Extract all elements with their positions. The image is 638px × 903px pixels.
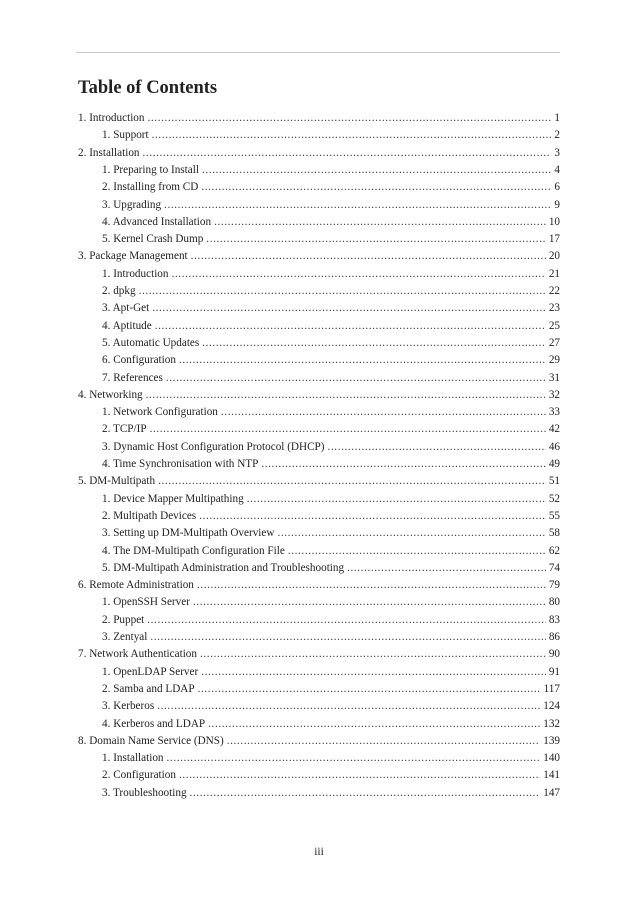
toc-entry-page: 9	[554, 198, 560, 211]
dot-leader	[193, 594, 546, 611]
dot-leader	[166, 370, 546, 387]
toc-entry-label: 2. Installing from CD	[102, 181, 199, 194]
toc-subsection-entry[interactable]	[102, 664, 560, 681]
dot-leader	[201, 179, 551, 196]
dot-leader	[214, 214, 546, 231]
dot-leader	[227, 733, 541, 750]
toc-entry-page: 147	[543, 786, 560, 799]
dot-leader	[167, 750, 541, 767]
toc-entry-page: 10	[548, 215, 560, 228]
toc-entry-page: 51	[548, 475, 560, 488]
dot-leader	[190, 785, 541, 802]
toc-subsection-entry[interactable]	[102, 629, 560, 646]
toc-subsection-entry[interactable]	[102, 283, 560, 300]
toc-entry-label: 1. Network Configuration	[102, 406, 218, 419]
toc-subsection-entry[interactable]	[102, 491, 560, 508]
toc-entry-label: 3. Upgrading	[102, 198, 162, 211]
dot-leader	[155, 318, 546, 335]
toc-subsection-entry[interactable]	[102, 456, 560, 473]
dot-leader	[277, 525, 545, 542]
toc-entry-page: 29	[548, 354, 560, 367]
toc-entry-label: 3. Kerberos	[102, 700, 155, 713]
dot-leader	[150, 421, 546, 438]
toc-entry-label: 1. Preparing to Install	[102, 163, 199, 176]
dot-leader	[288, 543, 546, 560]
dot-leader	[158, 473, 546, 490]
toc-entry-label: 2. Multipath Devices	[102, 509, 197, 522]
dot-leader	[179, 352, 546, 369]
toc-subsection-entry[interactable]	[102, 318, 560, 335]
dot-leader	[139, 283, 546, 300]
dot-leader	[261, 456, 545, 473]
toc-entry-page: 58	[548, 527, 560, 540]
toc-entry-label: 1. Device Mapper Multipathing	[102, 492, 244, 505]
toc-entry-label: 5. Automatic Updates	[102, 336, 200, 349]
toc-subsection-entry[interactable]	[102, 560, 560, 577]
dot-leader	[328, 439, 546, 456]
toc-subsection-entry[interactable]	[102, 266, 560, 283]
toc-subsection-entry[interactable]	[102, 750, 560, 767]
toc-entry-page: 91	[548, 665, 560, 678]
toc-subsection-entry[interactable]	[102, 543, 560, 560]
toc-entry-label: 6. Configuration	[102, 354, 176, 367]
toc-entry-label: 1. Introduction	[78, 112, 145, 124]
toc-entry-page: 55	[548, 509, 560, 522]
toc-subsection-entry[interactable]	[102, 300, 560, 317]
dot-leader	[152, 300, 546, 317]
toc-entry-page: 46	[548, 440, 560, 453]
toc-subsection-entry[interactable]	[102, 370, 560, 387]
dot-leader	[201, 664, 546, 681]
toc-subsection-entry[interactable]	[102, 162, 560, 179]
dot-leader	[143, 145, 552, 162]
toc-entry-label: 3. Package Management	[78, 250, 188, 263]
toc-subsection-entry[interactable]	[102, 439, 560, 456]
toc-entry-page: 22	[548, 285, 560, 297]
toc-entry-page: 4	[554, 163, 560, 176]
dot-leader	[147, 612, 546, 629]
toc-entry-page: 49	[548, 458, 560, 470]
toc-chapter-entry[interactable]	[78, 110, 560, 127]
toc-subsection-entry[interactable]	[102, 525, 560, 542]
toc-chapter-entry[interactable]	[78, 577, 560, 594]
toc-chapter-entry[interactable]	[78, 387, 560, 404]
toc-entry-page: 140	[543, 752, 560, 765]
toc-entry-label: 4. The DM-Multipath Configuration File	[102, 544, 285, 557]
toc-entry-label: 2. Configuration	[102, 769, 176, 782]
dot-leader	[157, 698, 540, 715]
toc-entry-page: 23	[548, 302, 560, 315]
toc-entry-label: 1. Support	[102, 129, 149, 142]
toc-entry-label: 6. Remote Administration	[78, 579, 194, 592]
toc-subsection-entry[interactable]	[102, 404, 560, 421]
page-number: iii	[314, 846, 324, 858]
toc-entry-label: 2. TCP/IP	[102, 423, 147, 436]
toc-entry-label: 4. Networking	[78, 388, 143, 401]
toc-subsection-entry[interactable]	[102, 231, 560, 248]
toc-entry-page: 52	[548, 492, 560, 505]
toc-subsection-entry[interactable]	[102, 335, 560, 352]
page-title: Table of Contents	[78, 78, 218, 98]
toc-subsection-entry[interactable]	[102, 698, 560, 715]
dot-leader	[179, 767, 540, 784]
dot-leader	[347, 560, 546, 577]
toc-entry-page: 17	[548, 233, 560, 246]
toc-entry-label: 1. OpenLDAP Server	[102, 665, 199, 678]
toc-entry-page: 83	[548, 613, 560, 626]
toc-entry-page: 74	[548, 561, 560, 574]
toc-entry-page: 86	[548, 631, 560, 643]
dot-leader	[164, 197, 551, 214]
toc-subsection-entry[interactable]	[102, 421, 560, 438]
dot-leader	[148, 110, 552, 127]
toc-entry-label: 3. Dynamic Host Configuration Protocol (DHCP)	[102, 440, 325, 453]
toc-entry-page: 6	[554, 181, 560, 194]
toc-entry-page: 3	[554, 146, 560, 159]
toc-entry-label: 2. dpkg	[102, 285, 136, 297]
toc-entry-label: 2. Installation	[78, 146, 140, 159]
toc-entry-label: 2. Samba and LDAP	[102, 682, 195, 695]
toc-subsection-entry[interactable]	[102, 716, 560, 733]
dot-leader	[150, 629, 545, 646]
dot-leader	[191, 248, 546, 265]
toc-entry-label: 4. Time Synchronisation with NTP	[102, 458, 259, 470]
toc-entry-label: 5. Kernel Crash Dump	[102, 233, 204, 246]
toc-subsection-entry[interactable]	[102, 179, 560, 196]
toc-entry-page: 80	[548, 596, 560, 609]
dot-leader	[247, 491, 546, 508]
dot-leader	[197, 577, 546, 594]
toc-entry-page: 2	[554, 129, 560, 142]
dot-leader	[202, 162, 551, 179]
toc-entry-page: 25	[548, 319, 560, 332]
toc-entry-page: 62	[548, 544, 560, 557]
toc-entry-page: 139	[543, 734, 560, 747]
toc-entry-page: 20	[548, 250, 560, 263]
toc-entry-label: 3. Apt-Get	[102, 302, 150, 315]
toc-entry-page: 132	[543, 717, 560, 730]
dot-leader	[200, 646, 546, 663]
toc-entry-page: 1	[554, 112, 560, 124]
toc-subsection-entry[interactable]	[102, 612, 560, 629]
toc-entry-label: 7. References	[102, 371, 163, 384]
dot-leader	[152, 127, 552, 144]
toc-entry-label: 2. Puppet	[102, 613, 145, 626]
toc-subsection-entry[interactable]	[102, 594, 560, 611]
toc-subsection-entry[interactable]	[102, 681, 560, 698]
toc-subsection-entry[interactable]	[102, 785, 560, 802]
toc-subsection-entry[interactable]	[102, 352, 560, 369]
toc-entry-label: 7. Network Authentication	[78, 648, 197, 661]
toc-subsection-entry[interactable]	[102, 127, 560, 144]
toc-entry-label: 1. OpenSSH Server	[102, 596, 190, 609]
toc-entry-label: 3. Troubleshooting	[102, 786, 187, 799]
toc-chapter-entry[interactable]	[78, 733, 560, 750]
toc-chapter-entry[interactable]	[78, 145, 560, 162]
toc-entry-label: 5. DM-Multipath Administration and Troubleshooting	[102, 561, 345, 574]
toc-entry-label: 5. DM-Multipath	[78, 475, 156, 488]
toc-entry-page: 124	[543, 700, 560, 713]
toc-chapter-entry[interactable]	[78, 248, 560, 265]
toc-entry-label: 4. Aptitude	[102, 319, 152, 332]
header-rule	[76, 52, 560, 53]
toc-entry-label: 1. Installation	[102, 752, 164, 765]
toc-subsection-entry[interactable]	[102, 197, 560, 214]
toc-entry-page: 90	[548, 648, 560, 661]
toc-entry-page: 27	[548, 336, 560, 349]
dot-leader	[208, 716, 540, 733]
toc-entry-page: 32	[548, 388, 560, 401]
toc-entry-page: 141	[543, 769, 560, 782]
toc-entry-page: 79	[548, 579, 560, 592]
toc-chapter-entry[interactable]	[78, 646, 560, 663]
toc-chapter-entry[interactable]	[78, 473, 560, 490]
toc-entry-page: 42	[548, 423, 560, 436]
toc-subsection-entry[interactable]	[102, 508, 560, 525]
toc-entry-label: 4. Advanced Installation	[102, 215, 212, 228]
toc-subsection-entry[interactable]	[102, 214, 560, 231]
dot-leader	[202, 335, 546, 352]
toc-entry-page: 31	[548, 371, 560, 384]
toc-entry-page: 33	[548, 406, 560, 419]
toc-entry-label: 8. Domain Name Service (DNS)	[78, 734, 224, 747]
dot-leader	[172, 266, 546, 283]
toc-subsection-entry[interactable]	[102, 767, 560, 784]
dot-leader	[146, 387, 546, 404]
toc-entry-label: 3. Setting up DM-Multipath Overview	[102, 527, 275, 540]
toc-entry-label: 4. Kerberos and LDAP	[102, 717, 206, 730]
toc-entry-label: 1. Introduction	[102, 267, 169, 280]
dot-leader	[221, 404, 546, 421]
dot-leader	[198, 681, 541, 698]
toc-entry-page: 21	[548, 267, 560, 280]
dot-leader	[206, 231, 546, 248]
toc-entry-page: 117	[543, 682, 560, 695]
dot-leader	[199, 508, 546, 525]
toc-entry-label: 3. Zentyal	[102, 631, 148, 643]
